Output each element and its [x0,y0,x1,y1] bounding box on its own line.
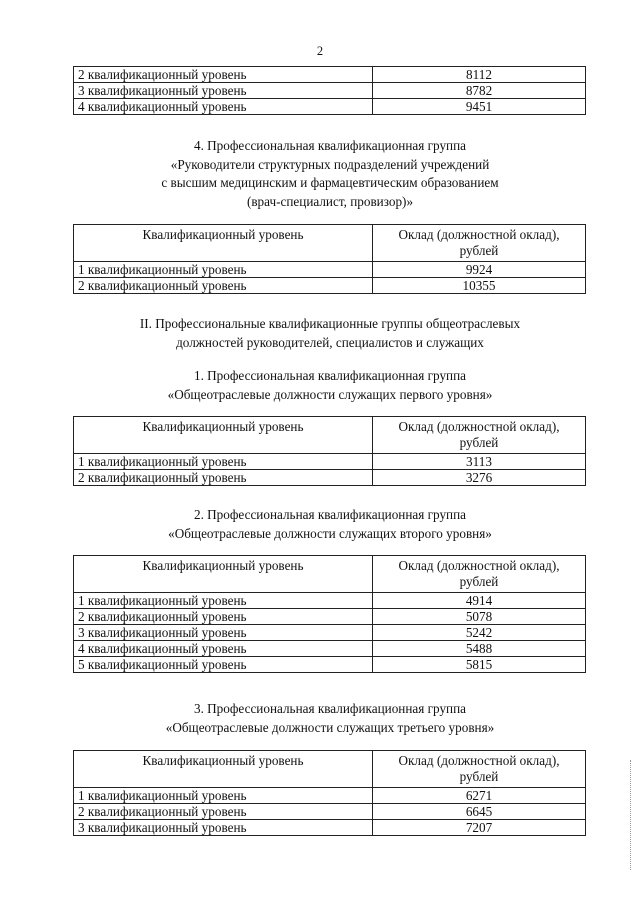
level-cell: 2 квалификационный уровень [74,67,373,83]
salary-cell: 6645 [373,804,586,820]
salary-cell: 3276 [373,470,586,486]
salary-cell: 5488 [373,641,586,657]
section-4-heading: 4. Профессиональная квалификационная группа «Руководители структурных подразделений учреждений с высшим медицинским и фармацевтическим образованием (врач-специалист, провизор)» [161,138,499,209]
level-cell: 2 квалификационный уровень [74,804,373,820]
table-row [74,593,586,609]
table-row [74,99,586,115]
table-row [74,470,586,486]
header-level: Квалификационный уровень [74,556,373,593]
header-salary: Оклад (должностной оклад), рублей [373,556,586,593]
table-row [74,278,586,294]
level-cell: 3 квалификационный уровень [74,625,373,641]
level-cell: 3 квалификационный уровень [74,820,373,836]
salary-table-group-2 [73,555,586,673]
table-header-row [74,556,586,593]
group-2-heading: 2. Профессиональная квалификационная группа «Общеотраслевые должности служащих второго уровня» [168,507,492,541]
level-cell: 1 квалификационный уровень [74,788,373,804]
table-header-row [74,417,586,454]
salary-cell: 4914 [373,593,586,609]
header-level: Квалификационный уровень [74,417,373,454]
page-number: 2 [316,44,324,58]
scan-margin-mark [630,760,633,870]
header-salary: Оклад (должностной оклад), рублей [373,225,586,262]
table-row [74,641,586,657]
salary-table-group-1 [73,416,586,486]
table-row [74,820,586,836]
salary-cell: 3113 [373,454,586,470]
table-header-row [74,225,586,262]
group-1-heading: 1. Профессиональная квалификационная группа «Общеотраслевые должности служащих первого уровня» [167,368,493,402]
salary-cell: 5242 [373,625,586,641]
table-row [74,83,586,99]
table-row [74,657,586,673]
group-3-heading: 3. Профессиональная квалификационная группа «Общеотраслевые должности служащих третьего уровня» [165,701,495,735]
level-cell: 4 квалификационный уровень [74,99,373,115]
header-salary: Оклад (должностной оклад), рублей [373,751,586,788]
salary-cell: 8112 [373,67,586,83]
salary-cell: 9924 [373,262,586,278]
header-level: Квалификационный уровень [74,751,373,788]
salary-cell: 9451 [373,99,586,115]
table-row [74,804,586,820]
header-level: Квалификационный уровень [74,225,373,262]
level-cell: 1 квалификационный уровень [74,262,373,278]
table-row [74,788,586,804]
level-cell: 2 квалификационный уровень [74,470,373,486]
salary-table-continued [73,66,586,115]
table-row [74,67,586,83]
level-cell: 1 квалификационный уровень [74,454,373,470]
table-header-row [74,751,586,788]
salary-cell: 8782 [373,83,586,99]
table-row [74,609,586,625]
level-cell: 2 квалификационный уровень [74,278,373,294]
table-row [74,262,586,278]
salary-table-group-3 [73,750,586,836]
salary-cell: 5815 [373,657,586,673]
level-cell: 3 квалификационный уровень [74,83,373,99]
part-2-heading: II. Профессиональные квалификационные группы общеотраслевых должностей руководителей, специалистов и служащих [139,316,521,350]
table-row [74,625,586,641]
salary-cell: 5078 [373,609,586,625]
salary-cell: 6271 [373,788,586,804]
level-cell: 1 квалификационный уровень [74,593,373,609]
header-salary: Оклад (должностной оклад), рублей [373,417,586,454]
level-cell: 4 квалификационный уровень [74,641,373,657]
level-cell: 5 квалификационный уровень [74,657,373,673]
level-cell: 2 квалификационный уровень [74,609,373,625]
salary-cell: 10355 [373,278,586,294]
salary-cell: 7207 [373,820,586,836]
table-row [74,454,586,470]
salary-table-section-4 [73,224,586,294]
